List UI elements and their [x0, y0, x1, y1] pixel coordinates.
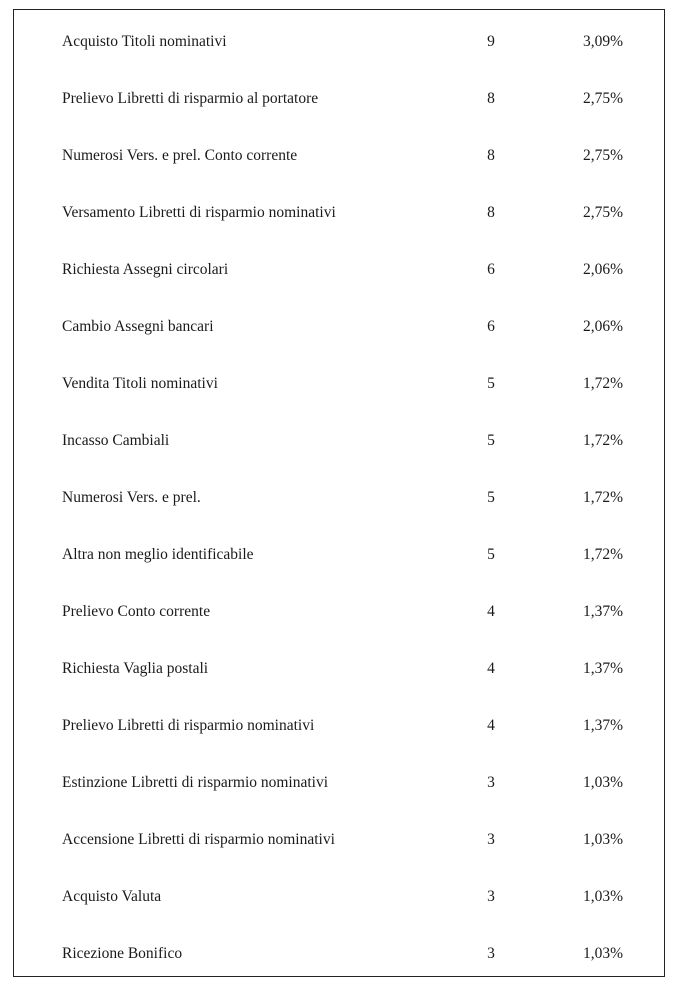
- operation-label: Prelievo Libretti di risparmio al portatore: [62, 90, 319, 107]
- operation-percent: 1,72%: [582, 432, 623, 449]
- operation-count: 8: [487, 147, 495, 164]
- table-row: [14, 27, 664, 57]
- operation-percent: 2,75%: [582, 90, 623, 107]
- operation-label: Ricezione Bonifico: [62, 945, 183, 962]
- operations-table: [13, 9, 665, 977]
- operation-count: 4: [487, 603, 495, 620]
- operation-label: Acquisto Valuta: [62, 888, 162, 905]
- table-row: [14, 882, 664, 912]
- operation-percent: 2,06%: [582, 261, 623, 278]
- operation-count: 3: [487, 888, 495, 905]
- operation-count: 6: [487, 318, 495, 335]
- table-row: [14, 654, 664, 684]
- operation-label: Acquisto Titoli nominativi: [62, 33, 227, 50]
- table-row: [14, 825, 664, 855]
- table-row: [14, 939, 664, 969]
- operation-label: Incasso Cambiali: [62, 432, 170, 449]
- operation-label: Numerosi Vers. e prel. Conto corrente: [62, 147, 298, 164]
- operation-label: Prelievo Conto corrente: [62, 603, 211, 620]
- table-row: [14, 768, 664, 798]
- operation-percent: 1,03%: [582, 945, 623, 962]
- operation-count: 8: [487, 90, 495, 107]
- operation-percent: 2,75%: [582, 204, 623, 221]
- operation-count: 3: [487, 945, 495, 962]
- operation-label: Cambio Assegni bancari: [62, 318, 214, 335]
- table-row: [14, 540, 664, 570]
- operation-count: 4: [487, 660, 495, 677]
- operation-count: 3: [487, 774, 495, 791]
- operation-label: Richiesta Vaglia postali: [62, 660, 209, 677]
- table-row: [14, 141, 664, 171]
- operation-percent: 2,75%: [582, 147, 623, 164]
- table-row: [14, 369, 664, 399]
- operation-label: Richiesta Assegni circolari: [62, 261, 229, 278]
- operation-percent: 1,37%: [582, 660, 623, 677]
- operation-count: 3: [487, 831, 495, 848]
- operation-percent: 1,03%: [582, 888, 623, 905]
- operation-percent: 1,72%: [582, 546, 623, 563]
- operation-label: Accensione Libretti di risparmio nominativi: [62, 831, 335, 848]
- table-row: [14, 312, 664, 342]
- operation-percent: 2,06%: [582, 318, 623, 335]
- operation-label: Vendita Titoli nominativi: [62, 375, 218, 392]
- operation-count: 5: [487, 546, 495, 563]
- operation-percent: 1,03%: [582, 774, 623, 791]
- table-row: [14, 255, 664, 285]
- operation-count: 5: [487, 375, 495, 392]
- operation-count: 5: [487, 432, 495, 449]
- operation-count: 8: [487, 204, 495, 221]
- operation-percent: 3,09%: [582, 33, 623, 50]
- table-row: [14, 711, 664, 741]
- operation-label: Prelievo Libretti di risparmio nominativi: [62, 717, 315, 734]
- operation-percent: 1,03%: [582, 831, 623, 848]
- operation-count: 5: [487, 489, 495, 506]
- operation-percent: 1,72%: [582, 375, 623, 392]
- table-row: [14, 84, 664, 114]
- operation-label: Altra non meglio identificabile: [62, 546, 254, 563]
- operation-percent: 1,72%: [582, 489, 623, 506]
- operation-percent: 1,37%: [582, 603, 623, 620]
- operation-label: Versamento Libretti di risparmio nominativi: [62, 204, 336, 221]
- operation-count: 6: [487, 261, 495, 278]
- operation-label: Numerosi Vers. e prel.: [62, 489, 201, 506]
- table-row: [14, 483, 664, 513]
- operation-percent: 1,37%: [582, 717, 623, 734]
- table-row: [14, 426, 664, 456]
- table-row: [14, 597, 664, 627]
- operation-count: 4: [487, 717, 495, 734]
- table-row: [14, 198, 664, 228]
- operation-count: 9: [487, 33, 495, 50]
- operation-label: Estinzione Libretti di risparmio nominativi: [62, 774, 329, 791]
